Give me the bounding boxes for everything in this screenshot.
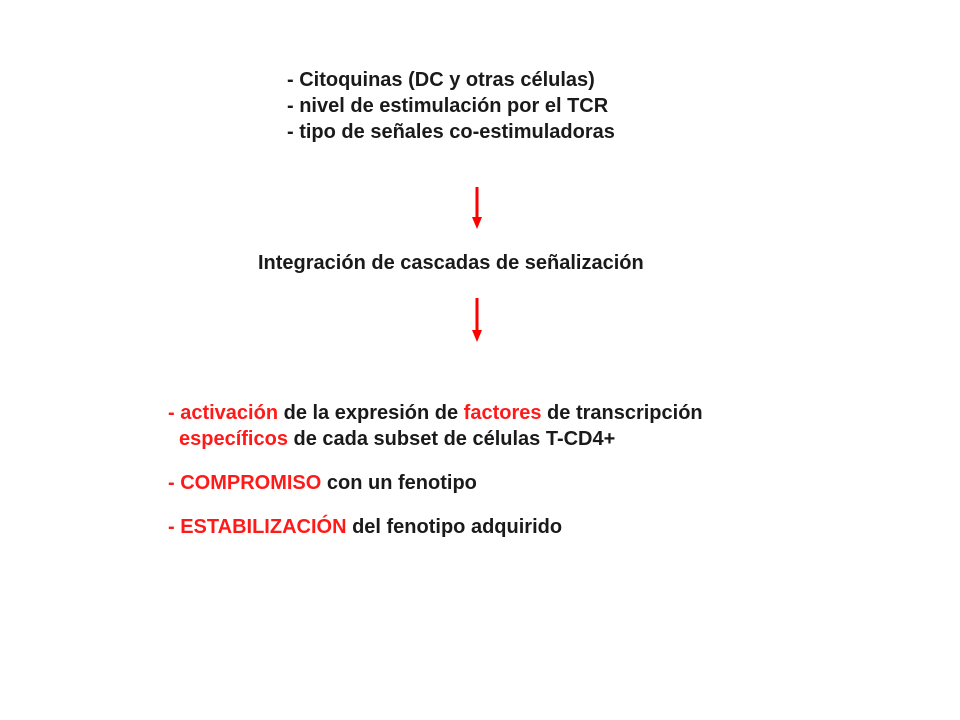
spacer [168,452,703,470]
signaling-integration-label: Integración de cascadas de señalización [258,252,644,274]
down-arrow-icon [472,187,482,229]
factor-item-costimulatory-signals: - tipo de señales co-estimuladoras [287,121,615,143]
outcome-activation-line-2 [168,426,703,452]
outcome-factors-keyword: factores [463,402,542,424]
outcome-activation-dash: - [168,402,181,424]
outcome-commitment-keyword: - COMPROMISO [168,472,322,494]
outcome-commitment [168,470,703,496]
outcome-specific-keyword: específicos [179,428,288,450]
outcome-commitment-text: con un fenotipo [321,472,477,494]
outcome-activation-line-1 [168,400,703,426]
outcome-stabilization-keyword: - ESTABILIZACIÓN [168,516,347,538]
outcome-stabilization-text: del fenotipo adquirido [346,516,563,538]
factor-item-tcr-stimulation: - nivel de estimulación por el TCR [287,95,609,117]
outcomes-list [168,400,703,540]
outcome-stabilization [168,514,703,540]
factor-item-cytokines: - Citoquinas (DC y otras células) [287,69,595,91]
outcome-activation-text-3: de cada subset de células T-CD4+ [287,428,616,450]
outcome-activation-text-2: de transcripción [541,402,703,424]
down-arrow-icon [472,298,482,342]
outcome-activation-text-1: de la expresión de [278,402,464,424]
spacer [168,496,703,514]
outcome-activation-keyword: activación [180,402,279,424]
influencing-factors-list [287,67,615,145]
